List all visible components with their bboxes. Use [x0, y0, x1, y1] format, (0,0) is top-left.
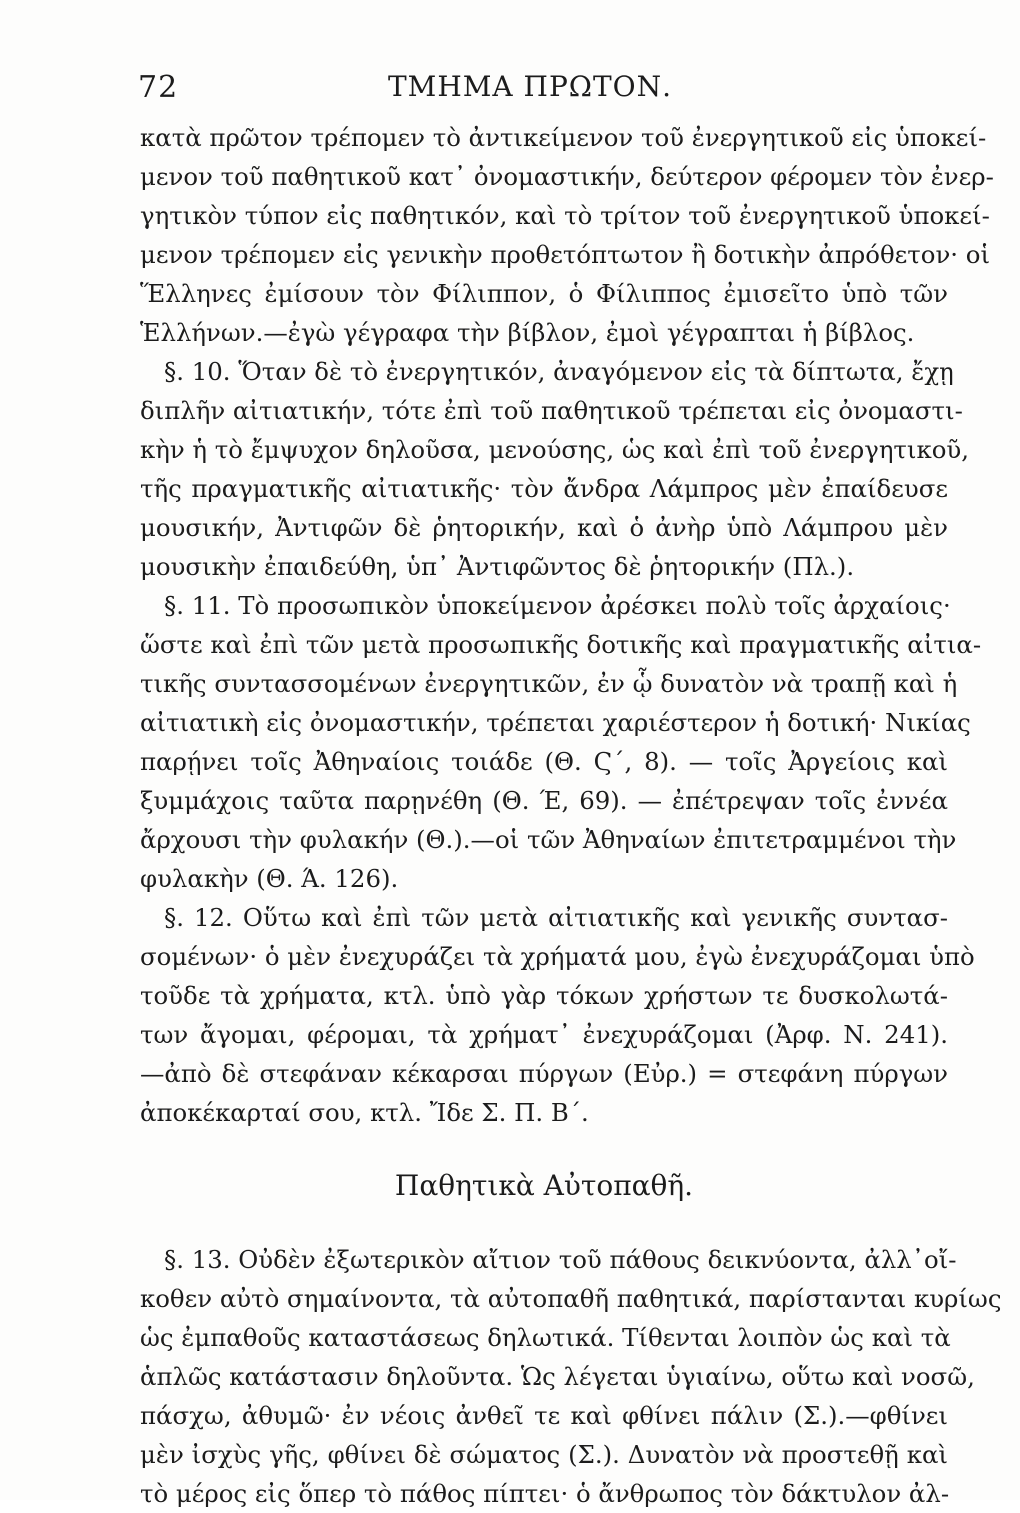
text-line: μενον τρέπομεν εἰς γενικὴν προθετόπτωτον ἢ δοτικὴν ἀπρόθετον· οἱ [140, 240, 991, 269]
text-line: παρῄνει τοῖς Ἀθηναίοις τοιάδε (Θ. Ϛ΄, 8). — τοῖς Ἀργείοις καὶ [140, 747, 948, 776]
text-line: μουσικήν, Ἀντιφῶν δὲ ῥητορικήν, καὶ ὁ ἀνὴρ ὑπὸ Λάμπρου μὲν [140, 513, 948, 542]
text-line: ἄρχουσι τὴν φυλακήν (Θ.).—οἱ τῶν Ἀθηναίων ἐπιτετραμμένοι τὴν [140, 825, 957, 854]
text-line: μενον τοῦ παθητικοῦ κατ᾽ ὀνομαστικήν, δεύτερον φέρομεν τὸν ἐνερ- [140, 162, 994, 191]
text-line: πάσχω, ἀθυμῶ· ἐν νέοις ἀνθεῖ τε καὶ φθίνει πάλιν (Σ.).—φθίνει [140, 1401, 948, 1430]
paragraph-12-first-line: §. 12. Οὕτω καὶ ἐπὶ τῶν μετὰ αἰτιατικῆς καὶ γενικῆς συντασ- [164, 903, 948, 932]
text-line: τὸ μέρος εἰς ὅπερ τὸ πάθος πίπτει· ὁ ἄνθρωπος τὸν δάκτυλον ἀλ- [140, 1479, 950, 1508]
text-line: γητικὸν τύπον εἰς παθητικόν, καὶ τὸ τρίτον τοῦ ἐνεργητικοῦ ὑποκεί- [140, 201, 990, 230]
text-line: ὡς ἐμπαθοῦς καταστάσεως δηλωτικά. Τίθενται λοιπὸν ὡς καὶ τὰ [140, 1323, 951, 1352]
text-line: ἀποκέκαρταί σου, κτλ. Ἴδε Σ. Π. Β΄. [140, 1098, 589, 1127]
text-line: μὲν ἰσχὺς γῆς, φθίνει δὲ σώματος (Σ.). Δυνατὸν νὰ προστεθῇ καὶ [140, 1440, 948, 1469]
text-line: ἁπλῶς κατάστασιν δηλοῦντα. Ὡς λέγεται ὑγιαίνω, οὕτω καὶ νοσῶ, [140, 1362, 975, 1391]
paragraph-10-first-line: §. 10. Ὅταν δὲ τὸ ἐνεργητικόν, ἀναγόμενον εἰς τὰ δίπτωτα, ἔχῃ [164, 357, 954, 386]
text-line: κὴν ἡ τὸ ἔμψυχον δηλοῦσα, μενούσης, ὡς καὶ ἐπὶ τοῦ ἐνεργητικοῦ, [140, 435, 969, 464]
text-line: διπλῆν αἰτιατικήν, τότε ἐπὶ τοῦ παθητικοῦ τρέπεται εἰς ὀνομαστι- [140, 396, 963, 425]
text-line: ξυμμάχοις ταῦτα παρῃνέθη (Θ. Έ, 69). — ἐπέτρεψαν τοῖς ἐννέα [140, 786, 948, 815]
text-line: κατὰ πρῶτον τρέπομεν τὸ ἀντικείμενον τοῦ ἐνεργητικοῦ εἰς ὑποκεί- [140, 123, 987, 152]
text-line: κοθεν αὐτὸ σημαίνοντα, τὰ αὐτοπαθῆ παθητικά, παρίστανται κυρίως [140, 1284, 1002, 1313]
text-line: ὥστε καὶ ἐπὶ τῶν μετὰ προσωπικῆς δοτικῆς καὶ πραγματικῆς αἰτια- [140, 630, 982, 659]
running-title: ΤΜΗΜΑ ΠΡΩΤΟΝ. [387, 70, 673, 103]
text-line: τοῦδε τὰ χρήματα, κτλ. ὑπὸ γὰρ τόκων χρήστων τε δυσκολωτά- [140, 981, 948, 1010]
text-line: Ἕλληνες ἐμίσουν τὸν Φίλιππον, ὁ Φίλιππος ἐμισεῖτο ὑπὸ τῶν [140, 279, 948, 308]
page-number: 72 [138, 70, 179, 105]
text-line: τικῆς συντασσομένων ἐνεργητικῶν, ἐν ᾧ δυνατὸν νὰ τραπῇ καὶ ἡ [140, 669, 958, 698]
section-heading: Παθητικὰ Αὐτοπαθῆ. [394, 1169, 694, 1202]
text-line: μουσικὴν ἐπαιδεύθη, ὑπ᾽ Ἀντιφῶντος δὲ ῥητορικήν (Πλ.). [140, 552, 855, 581]
text-line: σομένων· ὁ μὲν ἐνεχυράζει τὰ χρήματά μου, ἐγὼ ἐνεχυράζομαι ὑπὸ [140, 942, 975, 971]
paragraph-11-first-line: §. 11. Τὸ προσωπικὸν ὑποκείμενον ἀρέσκει πολὺ τοῖς ἀρχαίοις· [164, 591, 951, 620]
text-line: τῆς πραγματικῆς αἰτιατικῆς· τὸν ἄνδρα Λάμπρος μὲν ἐπαίδευσε [140, 474, 948, 503]
text-line: των ἄγομαι, φέρομαι, τὰ χρήματ᾽ ἐνεχυράζομαι (Ἀρφ. Ν. 241). [140, 1020, 948, 1049]
text-line: —ἀπὸ δὲ στεφάναν κέκαρσαι πύργων (Εὐρ.) = στεφάνη πύργων [140, 1059, 948, 1088]
text-line: φυλακὴν (Θ. Ά. 126). [140, 864, 399, 893]
text-line: Ἑλλήνων.—ἐγὼ γέγραφα τὴν βίβλον, ἐμοὶ γέγραπται ἡ βίβλος. [140, 318, 915, 347]
paragraph-13-first-line: §. 13. Οὐδὲν ἐξωτερικὸν αἴτιον τοῦ πάθους δεικνύοντα, ἀλλ᾽οἴ- [164, 1245, 957, 1274]
body-text [140, 118, 1002, 1513]
text-line: αἰτιατικὴ εἰς ὀνομαστικήν, τρέπεται χαριέστερον ἡ δοτική· Νικίας [140, 708, 971, 737]
